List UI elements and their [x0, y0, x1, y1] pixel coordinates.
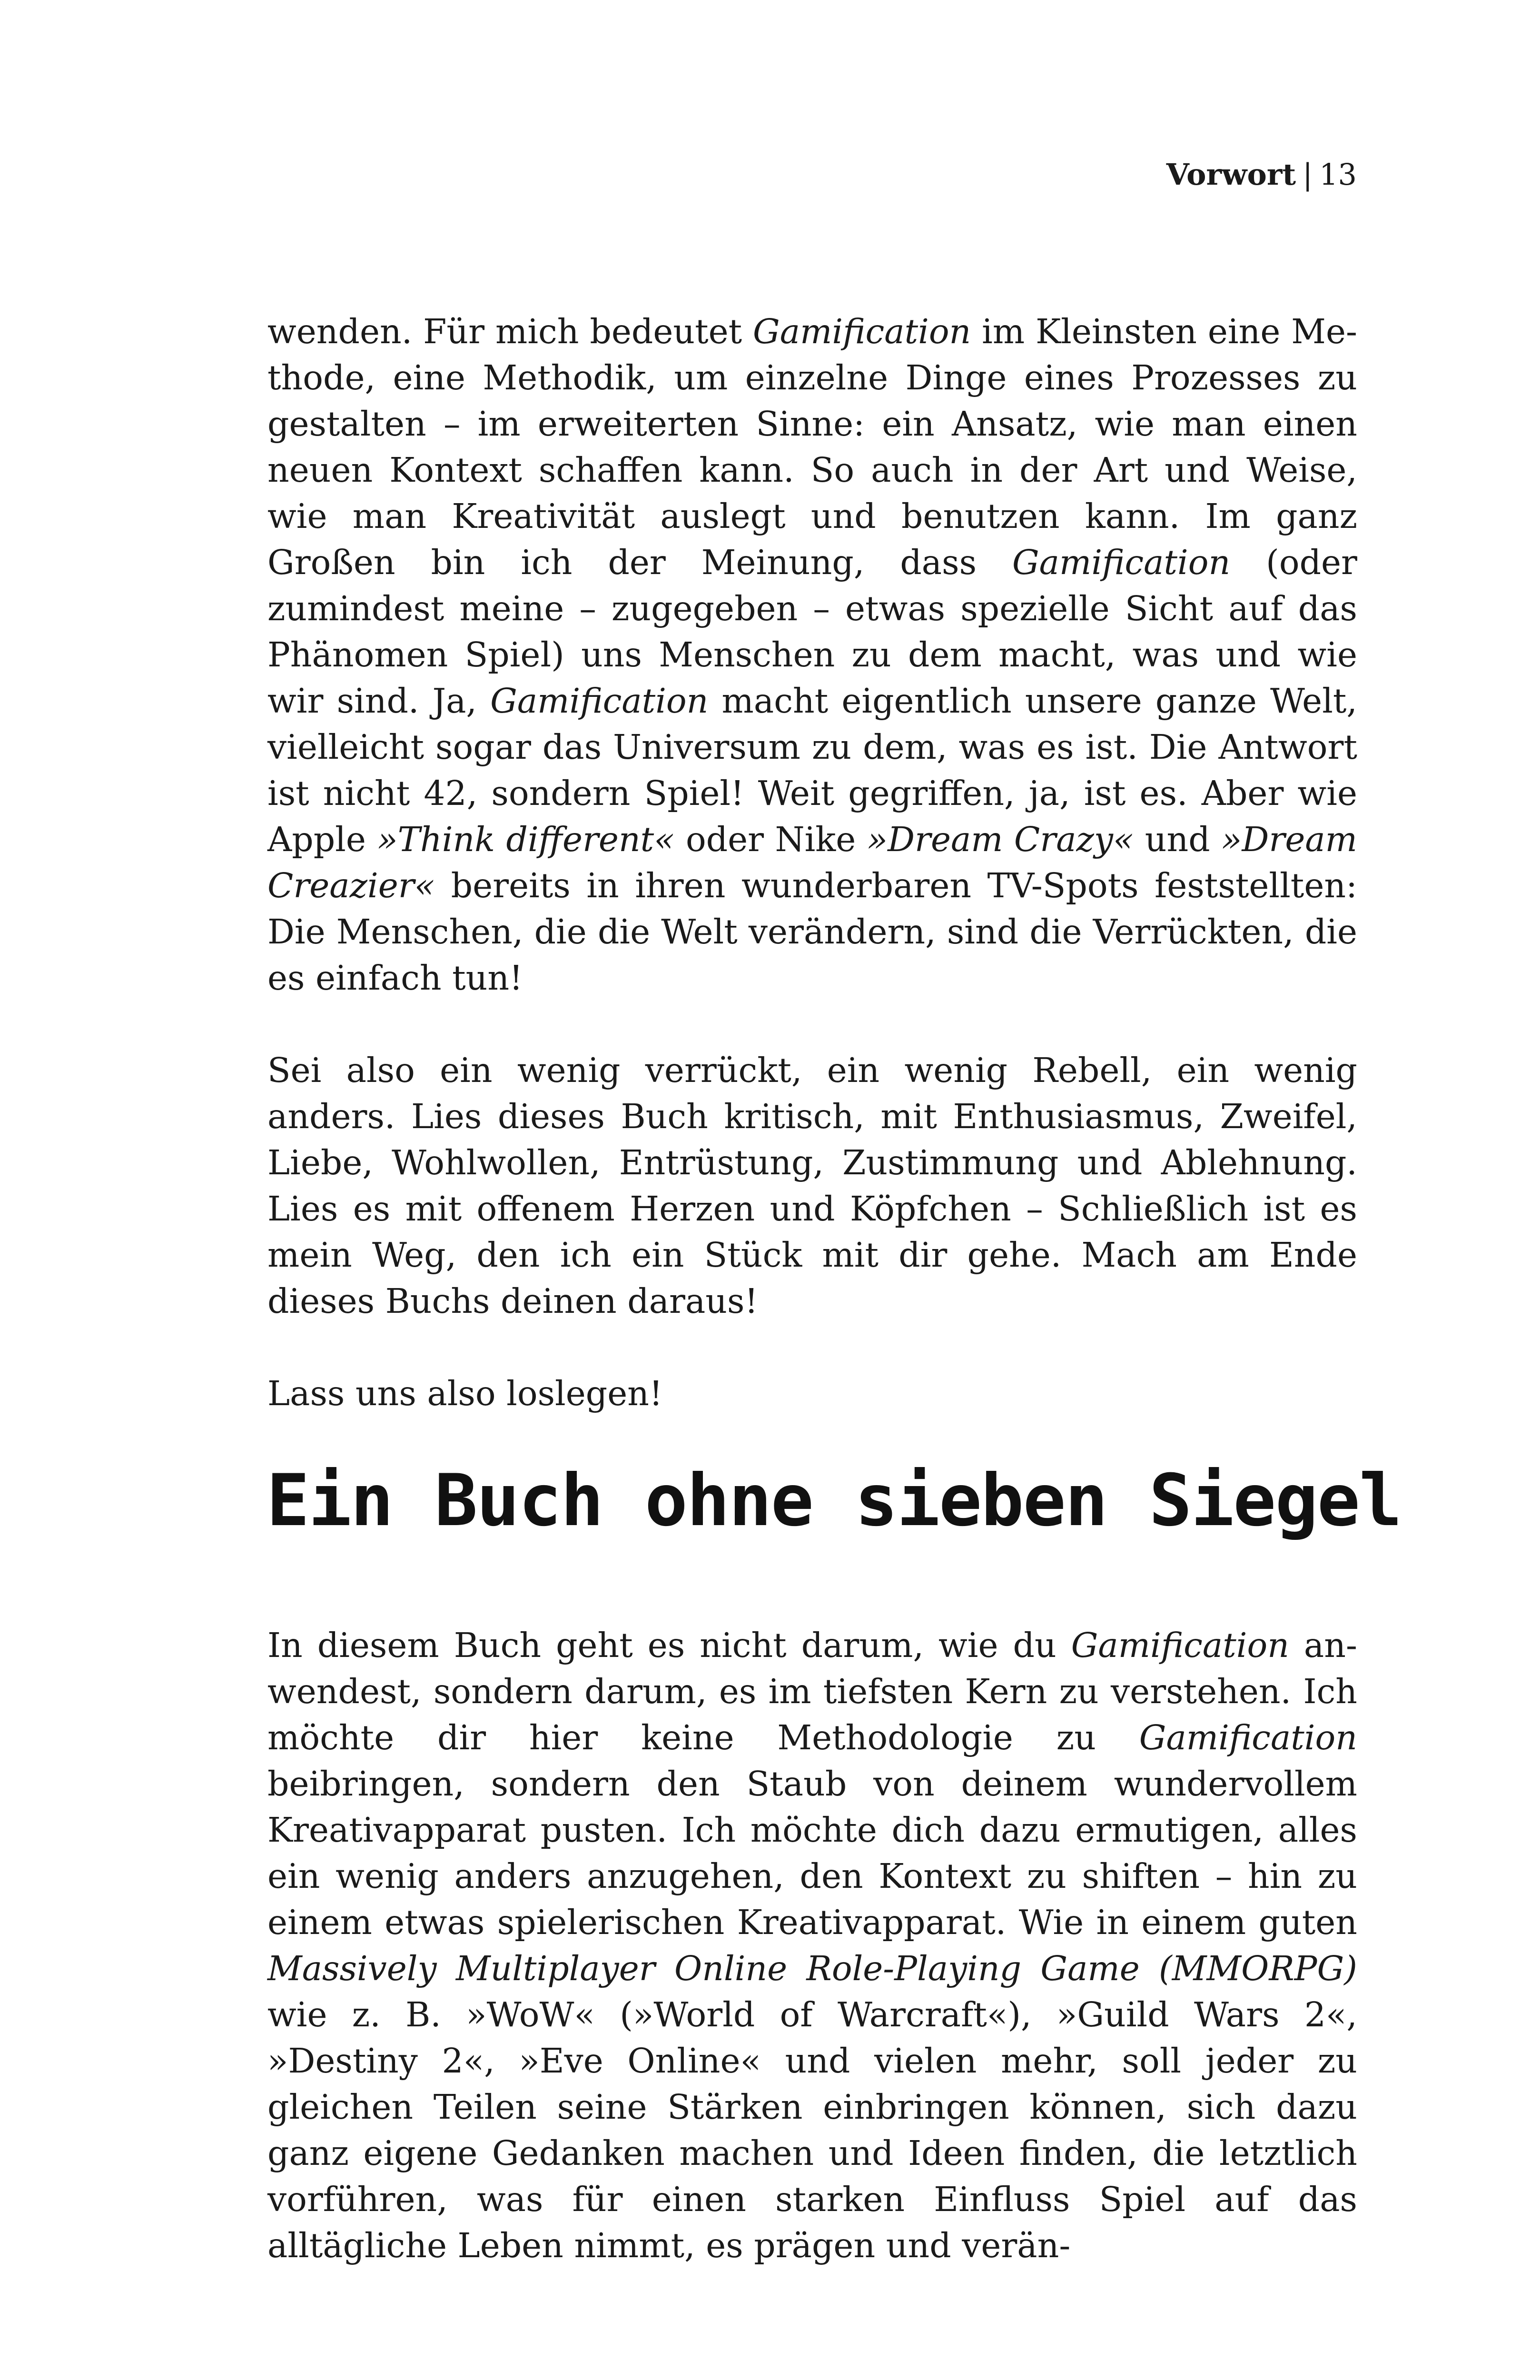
- paragraph-1: [267, 308, 1357, 1001]
- text-run: und: [1134, 820, 1222, 859]
- section-heading: Ein Buch ohne sieben Siegel: [267, 1459, 1402, 1542]
- running-head-separator: |: [1303, 157, 1313, 192]
- paragraph-2: Sei also ein wenig verrückt, ein wenig Rebell, ein wenig anders. Lies dieses Buch kritisch, mit Enthusiasmus, Zweifel, Liebe, Wohlwollen, Entrüstung, Zustimmung und Ablehnung. Lies es mit offenem Herzen und Köpfchen – Schließlich ist es mein Weg, den ich ein Stück mit dir gehe. Mach am Ende dieses Buchs deinen daraus!: [267, 1051, 1357, 1321]
- text-run: anwendest, sondern darum, es im tiefsten Kern zu verstehen. Ich möchte dir hier keine Methodologie zu: [267, 1626, 1357, 1757]
- foreword-text: [267, 308, 1357, 1417]
- section-text: [267, 1622, 1357, 2269]
- paragraph-3: Lass uns also loslegen!: [267, 1374, 663, 1413]
- text-run: In diesem Buch geht es nicht darum, wie du: [267, 1626, 1071, 1665]
- italic-term: Massively Multiplayer Online Role-Playing Game (MMORPG): [267, 1949, 1357, 1988]
- text-run: wenden. Für mich bedeutet: [267, 312, 753, 351]
- paragraph-gap: [267, 1324, 1357, 1370]
- italic-term: Gamification: [753, 312, 971, 351]
- italic-quote: »Think different«: [377, 820, 675, 859]
- text-run: (oder zumindest meine – zugegeben – etwas spezielle Sicht auf das Phänomen Spiel) uns Menschen zu dem macht, was und wie wir sind. Ja,: [267, 543, 1357, 721]
- text-run: bereits in ihren wunderbaren TV-Spots feststellten: Die Menschen, die die Welt verändern, sind die Verrückten, die es einfach tun!: [267, 866, 1357, 998]
- paragraph-4: [267, 1622, 1357, 2269]
- text-run: oder Nike: [674, 820, 867, 859]
- italic-term: Gamification: [1012, 543, 1231, 582]
- running-head-section: Vorwort: [1166, 157, 1296, 192]
- text-run: wie z. B. »WoW« (»World of Warcraft«), »Guild Wars 2«, »Destiny 2«, »Eve Online« und vielen mehr, soll jeder zu gleichen Teilen seine Stärken einbringen können, sich dazu ganz eigene Gedanken machen und Ideen finden, die letztlich vorführen, was für einen starken Einfluss Spiel auf das alltägliche Leben nimmt, es prägen und verän-: [267, 1995, 1357, 2265]
- paragraph-gap: [267, 1001, 1357, 1047]
- italic-quote: »Dream Creazier«: [267, 820, 1358, 905]
- text-run: macht eigentlich unsere ganze Welt, vielleicht sogar das Universum zu dem, was es ist. Die Antwort ist nicht 42, sondern Spiel! Weit gegriffen, ja, ist es. Aber wie Apple: [267, 681, 1357, 859]
- italic-term: Gamification: [490, 681, 709, 721]
- italic-term: Gamification: [1071, 1626, 1289, 1665]
- italic-quote: »Dream Crazy«: [867, 820, 1134, 859]
- page-number: 13: [1319, 157, 1357, 192]
- running-head: [1166, 157, 1357, 192]
- text-run: im Kleinsten eine Methode, eine Methodik, um einzelne Dinge eines Prozesses zu gestalten – im erweiterten Sinne: ein Ansatz, wie man einen neuen Kontext schaffen kann. So auch in der Art und Weise, wie man Kreativität auslegt und benutzen kann. Im ganz Großen bin ich der Meinung, dass: [267, 312, 1357, 582]
- text-run: beibringen, sondern den Staub von deinem wundervollem Kreativapparat pusten. Ich möchte dich dazu ermutigen, alles ein wenig anders anzugehen, den Kontext zu shiften – hin zu einem etwas spielerischen Kreativapparat. Wie in einem guten: [267, 1764, 1357, 1942]
- italic-term: Gamification: [1139, 1718, 1357, 1757]
